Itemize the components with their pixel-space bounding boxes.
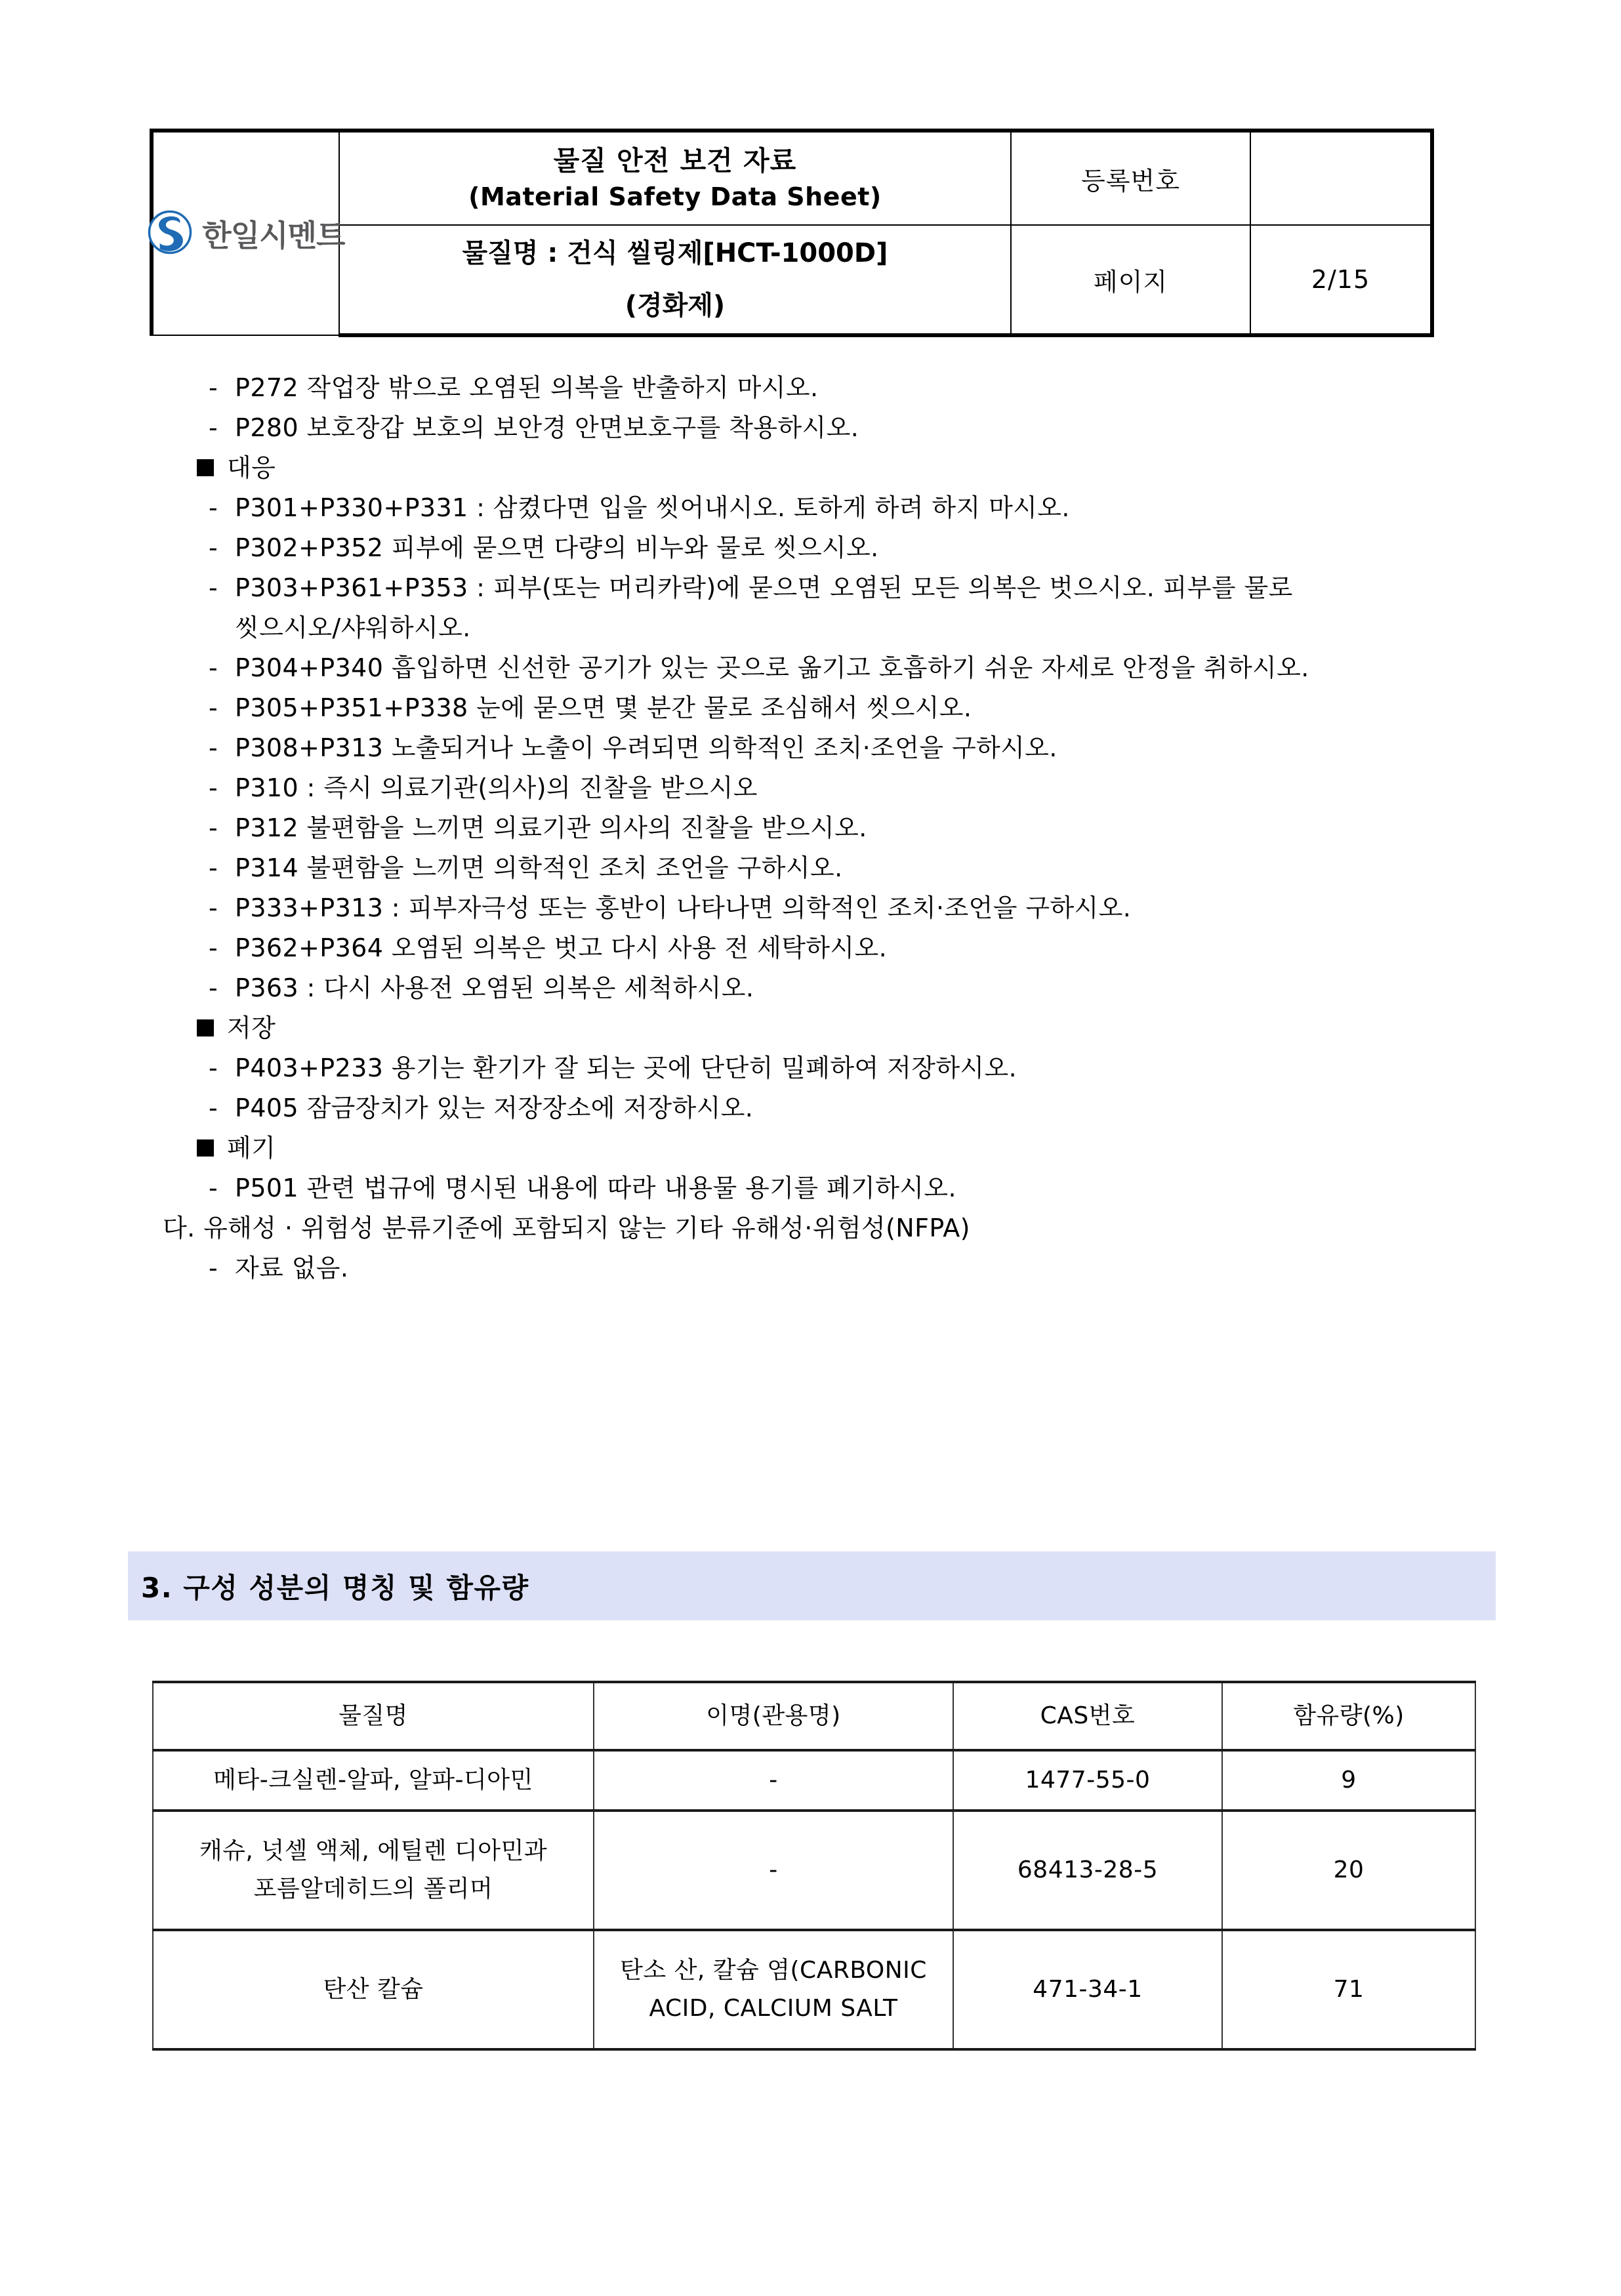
statement-line [0,1088,1621,1128]
statement-group-heading [0,447,1621,487]
dash-bullet-icon: - [209,413,218,442]
column-header-synonym: 이명(관용명) [594,1682,953,1750]
dash-bullet-icon: - [209,373,218,402]
company-name: 한일시멘트 [202,218,345,253]
statement-line [0,487,1621,527]
cell-synonym: 탄소 산, 칼슘 염(CARBONIC ACID, CALCIUM SALT [594,1930,953,2049]
square-bullet-icon [197,1019,214,1036]
substance-name-line2: (경화제) [625,291,726,321]
statement-text: P304+P340 흡입하면 신선한 공기가 있는 곳으로 옮기고 호흡하기 쉬운 자세로 안정을 취하시오. [235,653,1309,682]
substance-name-cell [339,225,1011,335]
statement-line [0,808,1621,848]
statement-text: P405 잠금장치가 있는 저장장소에 저장하시오. [235,1093,754,1122]
dash-bullet-icon: - [209,893,218,922]
statement-text: P301+P330+P331 : 삼켰다면 입을 씻어내시오. 토하게 하려 하지 마시오. [235,493,1070,522]
statement-text: 폐기 [227,1133,276,1162]
dash-bullet-icon: - [209,653,218,682]
cell-synonym: - [594,1750,953,1811]
logo-cell [152,131,345,335]
section-3-banner [128,1551,1496,1620]
dash-bullet-icon: - [209,933,218,962]
statement-line [0,607,1621,647]
statement-group-heading [0,1128,1621,1168]
statement-text: P303+P361+P353 : 피부(또는 머리카락)에 묻으면 오염된 모든 의복은 벗으시오. 피부를 물로 [235,573,1293,602]
dash-bullet-icon: - [209,493,218,522]
statement-text: P305+P351+P338 눈에 묻으면 몇 분간 물로 조심해서 씻으시오. [235,693,972,722]
page-value-cell [1250,225,1432,335]
statement-line [0,728,1621,768]
square-bullet-icon [197,1139,214,1157]
statement-text: P333+P313 : 피부자극성 또는 홍반이 나타나면 의학적인 조치·조언을 구하시오. [235,893,1132,922]
statement-line [0,848,1621,888]
table-header-row [153,1682,1475,1750]
statement-text: P363 : 다시 사용전 오염된 의복은 세척하시오. [235,973,754,1002]
dash-bullet-icon: - [209,853,218,882]
page-label-cell [1011,225,1250,335]
statement-group-heading [0,1008,1621,1048]
dash-bullet-icon: - [209,973,218,1002]
statement-text: 자료 없음. [235,1253,349,1282]
document-header-table [150,129,1434,337]
statement-line [0,367,1621,407]
statement-line [0,1048,1621,1088]
dash-bullet-icon: - [209,1053,218,1082]
registration-number-label: 등록번호 [1081,166,1180,195]
page-label: 페이지 [1094,267,1168,297]
statement-text: P312 불편함을 느끼면 의료기관 의사의 진찰을 받으시오. [235,813,867,842]
statement-line [0,687,1621,728]
section-3-title: 3. 구성 성분의 명칭 및 함유량 [141,1571,529,1604]
dash-bullet-icon: - [209,693,218,722]
table-row [153,1811,1475,1930]
column-header-content: 함유량(%) [1222,1682,1475,1750]
registration-number-value-cell [1250,131,1432,225]
statement-text: 씻으시오/샤워하시오. [235,613,471,642]
statement-text: P362+P364 오염된 의복은 벗고 다시 사용 전 세탁하시오. [235,933,888,962]
statement-text: P272 작업장 밖으로 오염된 의복을 반출하지 마시오. [235,373,819,402]
dash-bullet-icon: - [209,573,218,602]
page-value: 2/15 [1311,265,1370,295]
cell-cas: 68413-28-5 [953,1811,1222,1930]
title-korean: 물질 안전 보건 자료 [553,144,797,176]
table-row [153,1930,1475,2049]
document-title-cell [339,131,1011,225]
composition-table [152,1681,1476,2051]
statement-text: P310 : 즉시 의료기관(의사)의 진찰을 받으시오 [235,773,758,802]
statement-text: P501 관련 법규에 명시된 내용에 따라 내용물 용기를 폐기하시오. [235,1173,956,1202]
substance-name-line1: 물질명 : 건식 씰링제[HCT-1000D] [462,238,888,269]
statement-text: P302+P352 피부에 묻으면 다량의 비누와 물로 씻으시오. [235,533,879,562]
dash-bullet-icon: - [209,813,218,842]
statement-line [0,1208,1621,1248]
statement-line [0,647,1621,687]
title-english: (Material Safety Data Sheet) [468,182,882,212]
statement-line [0,888,1621,928]
statement-text: P314 불편함을 느끼면 의학적인 조치 조언을 구하시오. [235,853,843,882]
dash-bullet-icon: - [209,1173,218,1202]
cell-content: 71 [1222,1930,1475,2049]
statement-text: 다. 유해성 · 위험성 분류기준에 포함되지 않는 기타 유해성·위험성(NFPA) [163,1213,970,1242]
statement-text: 저장 [227,1013,276,1042]
registration-number-label-cell [1011,131,1250,225]
cell-substance: 캐슈, 넛셀 액체, 에틸렌 디아민과 포름알데히드의 폴리머 [153,1811,594,1930]
statement-line [0,928,1621,968]
statement-text: 대응 [227,453,276,482]
statement-line [0,768,1621,808]
cell-synonym: - [594,1811,953,1930]
square-bullet-icon [197,459,214,476]
dash-bullet-icon: - [209,733,218,762]
statement-line [0,567,1621,607]
statement-line [0,527,1621,567]
cell-substance: 메타-크실렌-알파, 알파-디아민 [153,1750,594,1811]
table-row [153,1750,1475,1811]
statement-text: P280 보호장갑 보호의 보안경 안면보호구를 착용하시오. [235,413,859,442]
statement-text: P308+P313 노출되거나 노출이 우려되면 의학적인 조치·조언을 구하시오. [235,733,1057,762]
cell-cas: 471-34-1 [953,1930,1222,2049]
statement-line [0,1248,1621,1288]
dash-bullet-icon: - [209,533,218,562]
dash-bullet-icon: - [209,1253,218,1282]
column-header-cas: CAS번호 [953,1682,1222,1750]
cell-substance: 탄산 칼슘 [153,1930,594,2049]
cell-content: 20 [1222,1811,1475,1930]
statement-text: P403+P233 용기는 환기가 잘 되는 곳에 단단히 밀폐하여 저장하시오. [235,1053,1017,1082]
precautionary-statements-list [0,367,1621,1288]
statement-line [0,407,1621,447]
cell-content: 9 [1222,1750,1475,1811]
dash-bullet-icon: - [209,773,218,802]
dash-bullet-icon: - [209,1093,218,1122]
column-header-substance: 물질명 [153,1682,594,1750]
cell-cas: 1477-55-0 [953,1750,1222,1811]
statement-line [0,1168,1621,1208]
statement-line [0,968,1621,1008]
hanil-cement-logo-icon [147,209,193,258]
